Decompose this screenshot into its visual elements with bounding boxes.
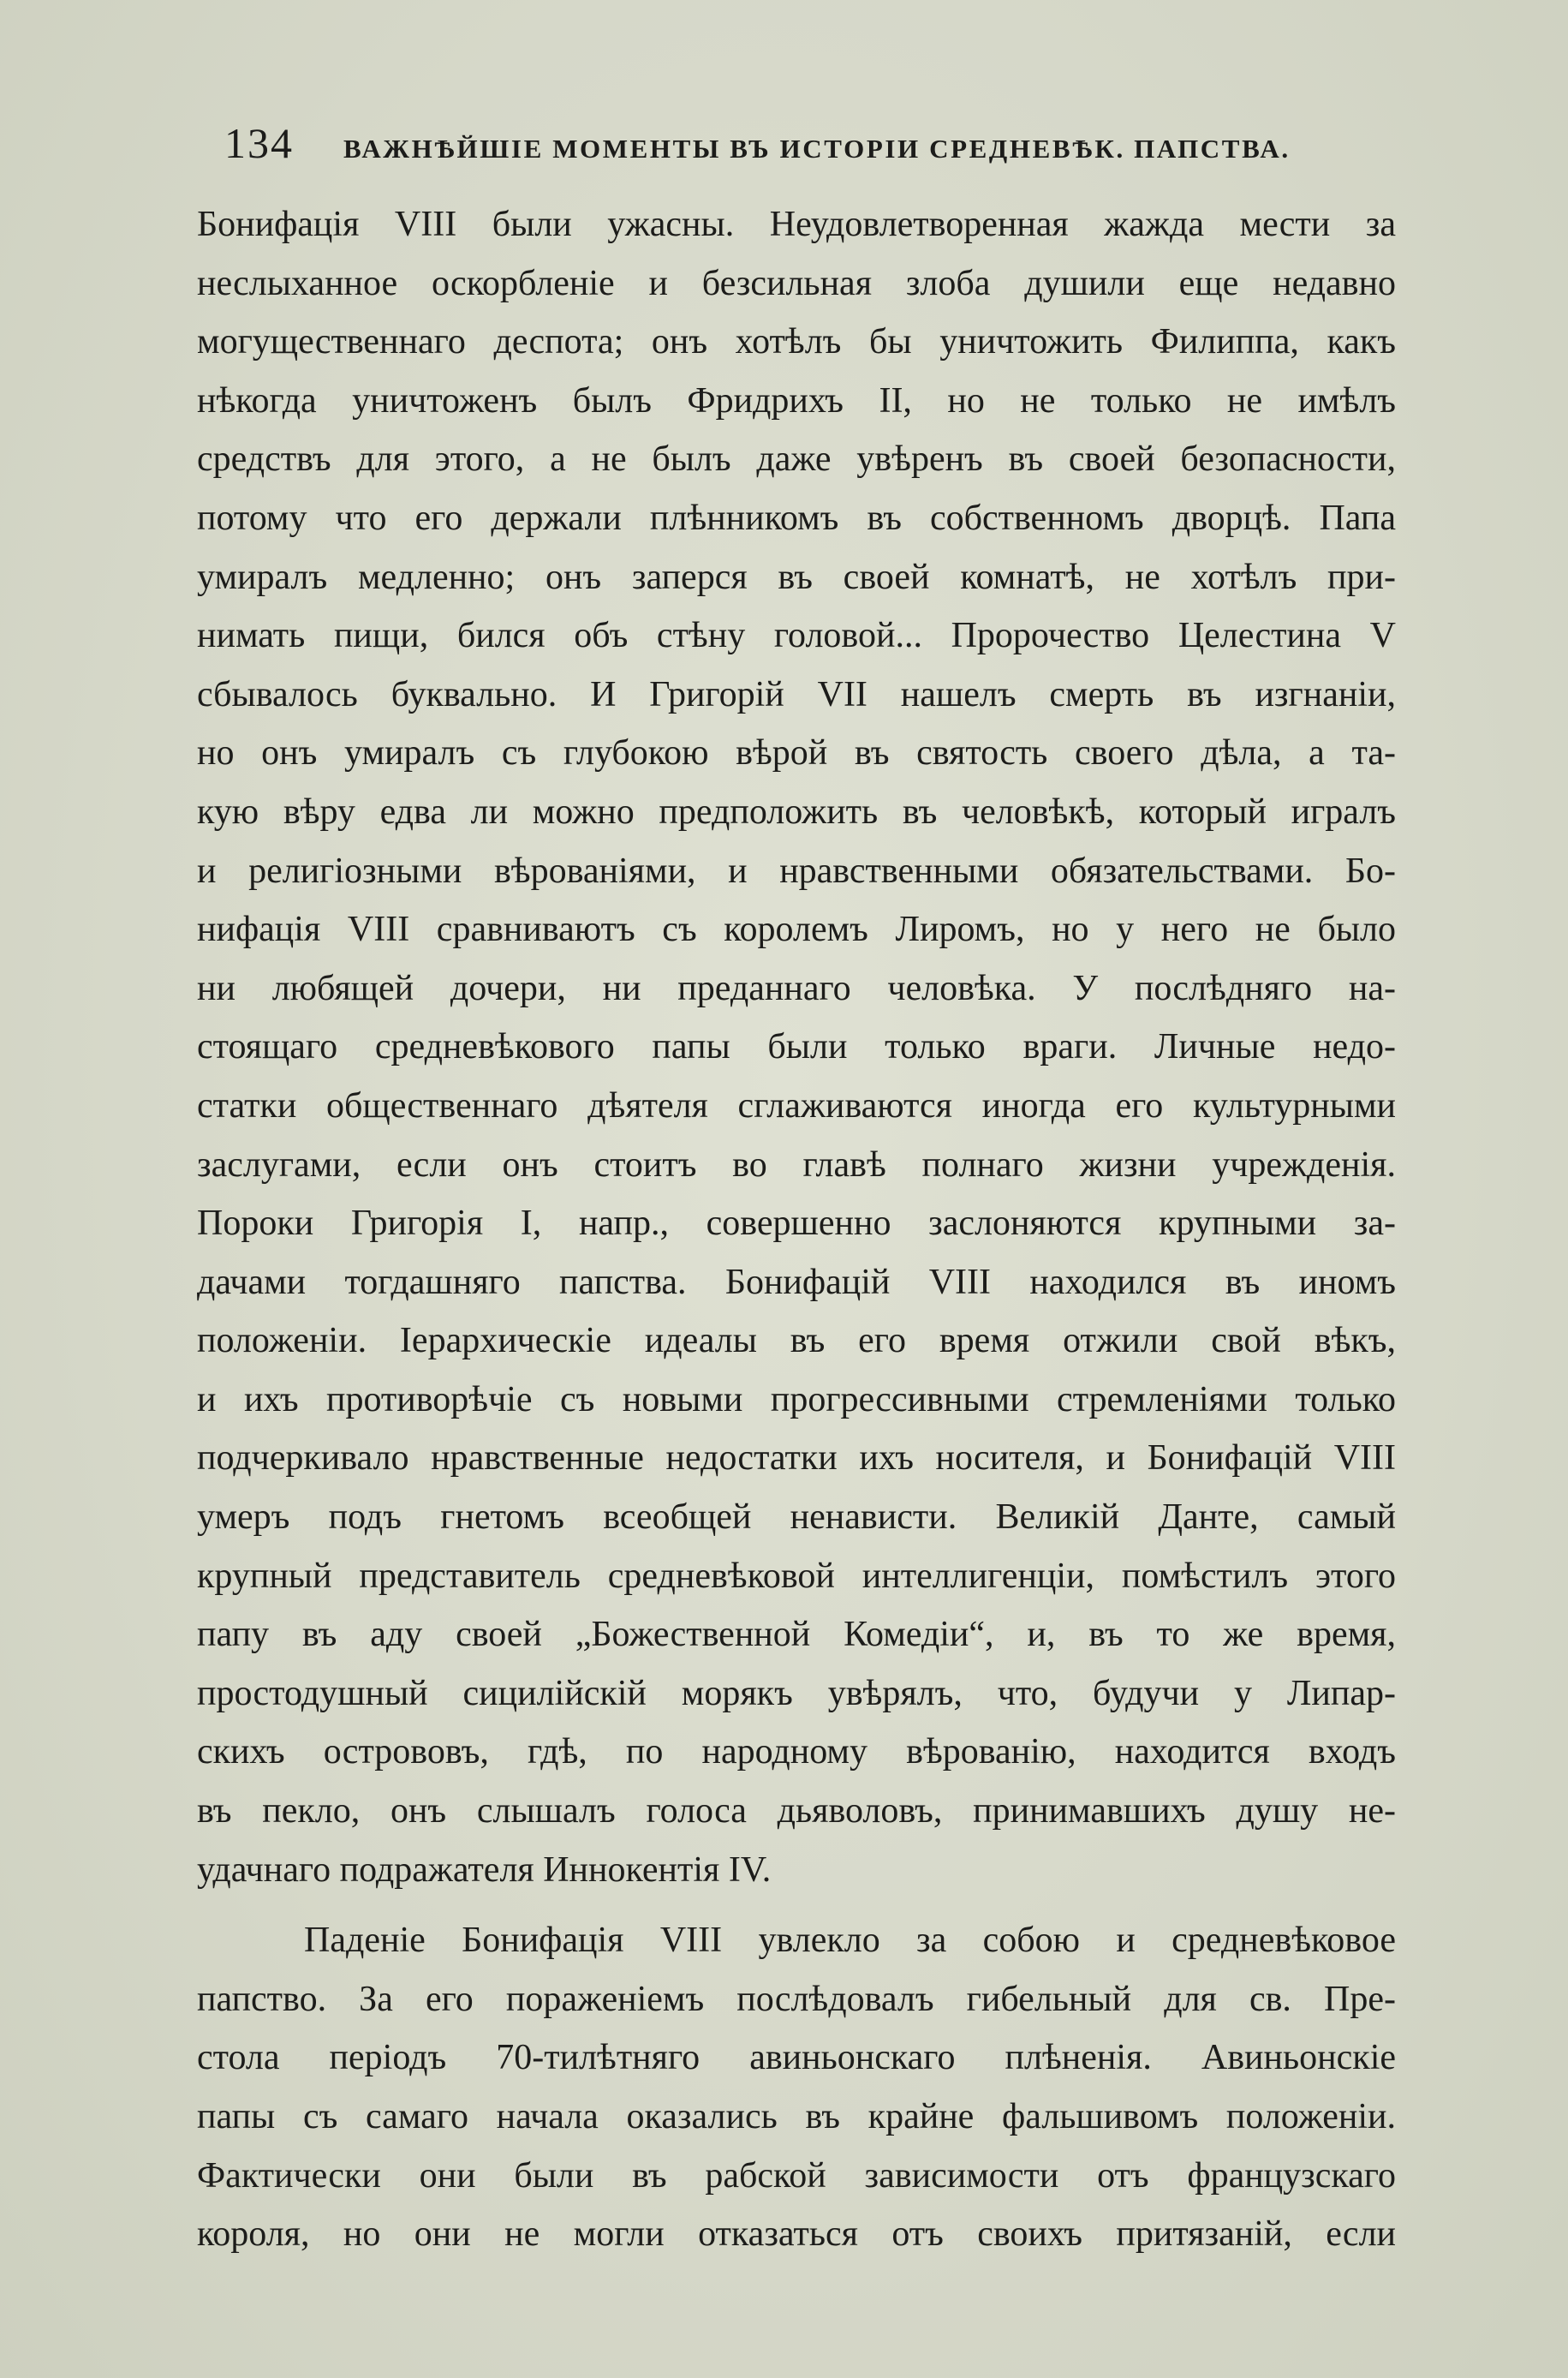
text-line: потому что его держали плѣнникомъ въ собственномъ дворцѣ. Папа	[197, 498, 1396, 538]
text-line: стола періодъ 70-тилѣтняго авиньонскаго плѣненія. Авиньонскіе	[197, 2038, 1396, 2078]
text-line: нимать пищи, бился объ стѣну головой... Пророчество Целестина V	[197, 616, 1396, 656]
paragraph	[197, 195, 1396, 1899]
page-header	[224, 118, 1363, 170]
text-line: стоящаго средневѣкового папы были только враги. Личные недо-	[197, 1027, 1396, 1067]
text-line: могущественнаго деспота; онъ хотѣлъ бы уничтожить Филиппа, какъ	[197, 322, 1396, 362]
text-line: умиралъ медленно; онъ заперся въ своей комнатѣ, не хотѣлъ при-	[197, 557, 1396, 597]
text-line: и ихъ противорѣчіе съ новыми прогрессивными стремленіями только	[197, 1379, 1396, 1419]
text-line: удачнаго подражателя Иннокентія IV.	[197, 1849, 772, 1890]
text-line: крупный представитель средневѣковой интеллигенціи, помѣстилъ этого	[197, 1556, 1396, 1596]
text-line: короля, но они не могли отказаться отъ своихъ притязаній, если	[197, 2214, 1396, 2255]
text-line: простодушный сицилійскій морякъ увѣрялъ, что, будучи у Липар-	[197, 1673, 1396, 1713]
text-line: положеніи. Іерархическіе идеалы въ его время отжили свой вѣкъ,	[197, 1321, 1396, 1361]
text-line: папы съ самаго начала оказались въ крайне фальшивомъ положеніи.	[197, 2097, 1396, 2136]
text-line: неслыханное оскорбленіе и безсильная злоба душили еще недавно	[197, 263, 1396, 303]
text-line: дачами тогдашняго папства. Бонифацій VIII находился въ иномъ	[197, 1262, 1396, 1302]
text-line: нѣкогда уничтоженъ былъ Фридрихъ II, но не только не имѣлъ	[197, 380, 1396, 421]
text-line: Паденіе Бонифація VIII увлекло за собою и средневѣковое	[304, 1921, 1396, 1961]
text-line: Бонифація VIII были ужасны. Неудовлетворенная жажда мести за	[197, 205, 1396, 244]
text-line: и религіозными вѣрованіями, и нравственными обязательствами. Бо-	[197, 851, 1396, 891]
text-line: папу въ аду своей „Божественной Комедіи“, и, въ то же время,	[197, 1615, 1396, 1655]
text-line: Фактически они были въ рабской зависимости отъ французскаго	[197, 2155, 1396, 2196]
text-line: нифація VIII сравниваютъ съ королемъ Лиромъ, но у него не было	[197, 910, 1396, 950]
text-line: ни любящей дочери, ни преданнаго человѣка. У послѣдняго на-	[197, 968, 1396, 1008]
paragraph	[197, 1911, 1396, 2264]
text-line: скихъ острововъ, гдѣ, по народному вѣрованію, находится входъ	[197, 1732, 1396, 1772]
page-number: 134	[224, 119, 294, 167]
body-text	[197, 195, 1396, 2264]
text-line: Пороки Григорія I, напр., совершенно заслоняются крупными за-	[197, 1204, 1396, 1244]
text-line: кую вѣру едва ли можно предположить въ человѣкѣ, который игралъ	[197, 792, 1396, 832]
text-line: сбывалось буквально. И Григорій VII нашелъ смерть въ изгнаніи,	[197, 674, 1396, 714]
text-line: средствъ для этого, а не былъ даже увѣренъ въ своей безопасности,	[197, 439, 1396, 480]
running-title: ВАЖНѢЙШІЕ МОМЕНТЫ ВЪ ИСТОРІИ СРЕДНЕВѢК. ПАПСТВА.	[343, 134, 1291, 164]
text-line: заслугами, если онъ стоитъ во главѣ полнаго жизни учрежденія.	[197, 1144, 1396, 1185]
text-line: умеръ подъ гнетомъ всеобщей ненависти. Великій Данте, самый	[197, 1497, 1396, 1538]
text-line: въ пекло, онъ слышалъ голоса дьяволовъ, принимавшихъ душу не-	[197, 1791, 1396, 1831]
text-line: статки общественнаго дѣятеля сглаживаются иногда его культурными	[197, 1085, 1396, 1126]
text-line: папство. За его пораженіемъ послѣдовалъ гибельный для св. Пре-	[197, 1979, 1396, 2019]
text-line: подчеркивало нравственные недостатки ихъ носителя, и Бонифацій VIII	[197, 1438, 1396, 1479]
paragraph-gap	[197, 1899, 1396, 1911]
text-line: но онъ умиралъ съ глубокою вѣрой въ святость своего дѣла, а та-	[197, 733, 1396, 774]
